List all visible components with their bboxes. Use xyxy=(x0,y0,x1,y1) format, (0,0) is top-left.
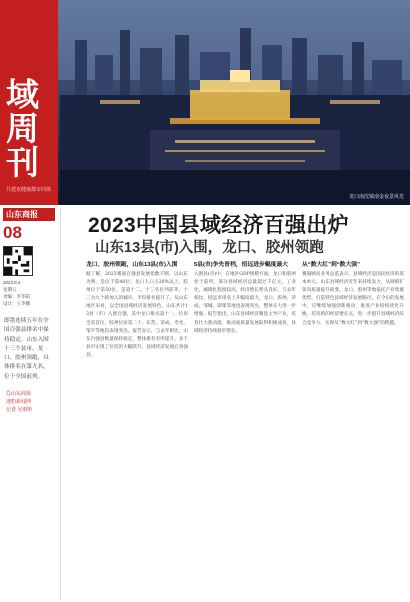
city-night-skyline-image xyxy=(0,0,410,205)
qr-code-graphic xyxy=(4,247,32,275)
article-column-1 xyxy=(86,259,188,599)
intro-paragraph: 即墨连续五年在全国百强县排名中保持稳定、山东入围十三个县市、龙口、胶州领跑，具体排名在第九名，位于全国前列。 xyxy=(4,318,49,380)
qr-code-icon[interactable] xyxy=(3,246,33,276)
hero-photo xyxy=(0,0,410,205)
article-column-2 xyxy=(194,259,296,599)
column-3-heading: 从“数大红”到“数大强” xyxy=(302,262,360,268)
column-2-text: 入围县(市)中，在地区GDP规模方面，龙口和胶州处于前列，部分县域经济总量超过千亿元，工业化、城镇化程度较高，经济增长势头良好。与去年相比，招远市排名上升幅度最大，龙口、胶州、荣成、邹城、即墨等地也表现突出，整体实力进一步增强。报告指出，山东县域经济聚焦主导产业，培育壮大新动能，推动高质量发展取得积极成效，县域经济持续稳步增长。 xyxy=(194,272,296,334)
article-column-3 xyxy=(302,259,404,599)
source-line-1: ◎山东商报· xyxy=(6,391,33,398)
section-title-line-2: 周刊 xyxy=(6,109,39,182)
column-2-heading: 5县(市)争先晋档，招远进步幅度最大 xyxy=(194,262,289,268)
section-tagline: 共建亚健康都市同体 xyxy=(6,187,52,193)
section-title xyxy=(6,75,52,193)
source-line-2: 速豹新闻网 xyxy=(6,399,32,406)
column-divider xyxy=(60,208,61,600)
issue-weekday: 星期五 xyxy=(3,287,17,292)
issue-editor: 责编：李冬阳 xyxy=(3,294,30,299)
section-title-line-1: 域 xyxy=(6,75,39,114)
issue-meta xyxy=(3,279,58,307)
column-1-text: 据了解，2023赛迪百强县发展指数不断，以山东为例，是位于第48位；龙口人口占20%以上，胶州位于第50位，是第十二、十三名位列前茅，十三为九个新加入的城市，平均排名提升了。从山东地区来看，以全国县域经济发展特色，山东共计13县（市）入围百强，其中龙口排名第十一，位居全省首位，胶州位居第二十，东营、荣成、寿光、邹平等地均表现突出。报告显示，与去年相比，山东百强县数量保持稳定，整体排名有所提升，多个县市实现了位次的大幅跃升，县域经济发展后劲强劲。 xyxy=(86,272,188,358)
column-3-text: 赛迪顾问业务总监表示，县域经济是国民经济的基本单元，山东县域经济近年来持续发力，从规模扩张向质量提升转变，龙口、胶州等地依托产业集群优势，打造特色县域经济发展路径。在今后的发展中，应继续加强创新驱动，推进产业结构优化升级，培育新的经济增长点，进一步提升县域经济综合竞争力，实现从“数大红”到“数大强”的跨越。 xyxy=(302,272,404,326)
section-banner xyxy=(0,0,58,205)
photo-caption: 龙口南沈镇南金夜景风光 xyxy=(348,194,404,200)
source-line-3: 记者 吴雨昕 xyxy=(6,407,33,414)
source-credit xyxy=(6,390,58,414)
issue-designer: 设计：王李娜 xyxy=(3,301,30,306)
newspaper-label: 山东商报 xyxy=(3,208,55,221)
page-number: 08 xyxy=(3,223,22,242)
article-headline: 2023中国县域经济百强出炉 xyxy=(88,214,349,237)
issue-date: 2023.8.4 xyxy=(3,280,21,285)
article-columns xyxy=(86,259,406,599)
article-subheadline: 山东13县(市)入围，龙口、胶州领跑 xyxy=(95,240,324,256)
left-sidebar xyxy=(0,208,58,414)
column-1-heading: 龙口、胶州领跑，山东13县(市)入围 xyxy=(86,262,178,268)
